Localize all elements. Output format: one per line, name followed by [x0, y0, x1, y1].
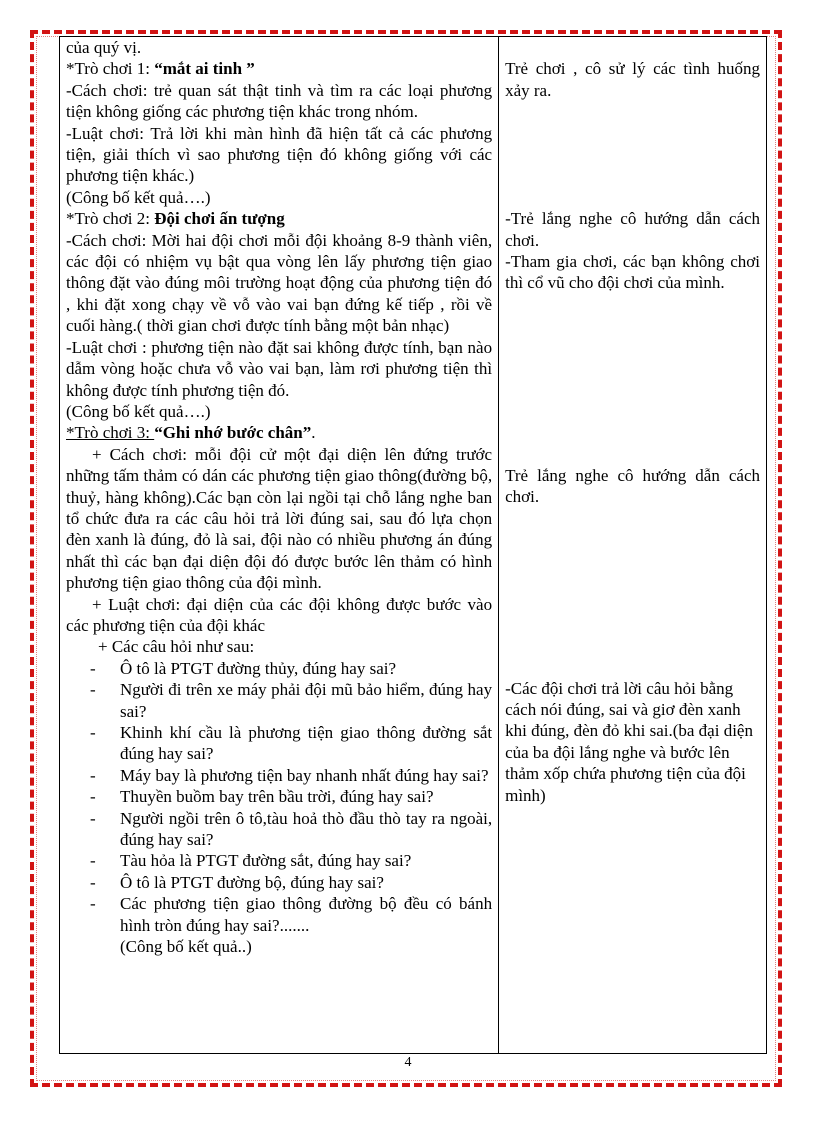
game2-rules: -Luật chơi : phương tiện nào đặt sai không được tính, bạn nào dẫm vòng hoặc chưa vỗ vào vai bạn, làm rơi phương tiện thì không được tính phương tiện đó. — [66, 337, 493, 400]
game1-how-to-play: -Cách chơi: trẻ quan sát thật tinh và tìm ra các loại phương tiện không giống các phương tiện khác trong nhóm. — [66, 80, 493, 122]
response-questions: -Các đội chơi trả lời câu hỏi bằng cách nói đúng, sai và giơ đèn xanh khi đúng, đèn đỏ khi sai.(ba đại diện của ba đội lắng nghe và bước lên thảm xốp chứa phương tiện của đội mình) — [505, 678, 753, 805]
list-item — [66, 722, 492, 765]
bullet-dash: - — [90, 894, 96, 914]
question-text: Các phương tiện giao thông đường bộ đều có bánh hình tròn đúng hay sai?....... — [120, 894, 493, 935]
game1-title: “mắt ai tinh ” — [154, 59, 255, 79]
question-text: Thuyền buồm bay trên bầu trời, đúng hay sai? — [120, 787, 434, 807]
game1-result: (Công bố kết quả….) — [66, 187, 211, 207]
game1-heading — [66, 58, 492, 79]
list-item — [66, 786, 492, 807]
list-item — [66, 765, 492, 786]
question-text: Người đi trên xe máy phải đội mũ bảo hiểm, đúng hay sai? — [120, 680, 493, 721]
list-item — [66, 850, 492, 871]
response-game3-listen: Trẻ lắng nghe cô hướng dẫn cách chơi. — [505, 465, 760, 507]
game1-rules: -Luật chơi: Trả lời khi màn hình đã hiện tất cả các phương tiện, giải thích vì sao phương tiện đó không giống với các phương tiện khác.) — [66, 123, 493, 186]
bullet-dash: - — [90, 658, 96, 678]
list-item — [66, 679, 492, 722]
page-number: 4 — [404, 1055, 412, 1070]
list-item — [66, 872, 492, 893]
game2-how-to-play: -Cách chơi: Mời hai đội chơi mỗi đội khoảng 8-9 thành viên, các đội có nhiệm vụ bật qua vòng lên lấy phương tiện giao thông đặt vào đúng môi trường hoạt động của phương tiện đó , khi đặt xong chạy về vỗ vào vai bạn đứng kế tiếp , rồi về cuối hàng.( thời gian chơi được tính bằng một bản nhạc) — [66, 230, 493, 336]
list-item — [66, 893, 492, 936]
child-activities-cell — [499, 37, 767, 1054]
game2-title: Đội chơi ấn tượng — [154, 209, 285, 229]
questions-intro: + Các câu hỏi như sau: — [98, 637, 255, 657]
game3-rules: + Luật chơi: đại diện của các đội không được bước vào các phương tiện của đội khác — [66, 594, 493, 635]
list-item — [66, 658, 492, 679]
question-text: Tàu hỏa là PTGT đường sắt, đúng hay sai? — [120, 851, 412, 871]
final-result: (Công bố kết quả..) — [120, 937, 252, 957]
bullet-dash: - — [90, 787, 96, 807]
bullet-dash: - — [90, 851, 96, 871]
game2-label: *Trò chơi 2: — [66, 209, 155, 229]
game1-label: *Trò chơi 1: — [66, 59, 155, 79]
bullet-dash: - — [90, 808, 96, 828]
bullet-dash: - — [90, 765, 96, 785]
bullet-dash: - — [90, 723, 96, 742]
question-text: Khinh khí cầu là phương tiện giao thông đường sắt đúng hay sai? — [120, 723, 493, 764]
bullet-dash: - — [90, 872, 96, 892]
list-item — [66, 808, 492, 851]
question-text: Ô tô là PTGT đường thủy, đúng hay sai? — [120, 658, 397, 678]
game2-heading — [66, 208, 492, 229]
question-text: Ô tô là PTGT đường bộ, đúng hay sai? — [120, 872, 384, 892]
game3-title: “Ghi nhớ bước chân” — [154, 423, 312, 443]
game3-suffix: . — [311, 423, 316, 443]
response-game1: Trẻ chơi , cô sử lý các tình huống xảy ra. — [505, 59, 760, 100]
game3-heading — [66, 422, 492, 443]
response-game2-play: -Tham gia chơi, các bạn không chơi thì cổ vũ cho đội chơi của mình. — [505, 252, 760, 293]
teacher-activities-cell — [60, 37, 499, 1054]
question-text: Máy bay là phương tiện bay nhanh nhất đúng hay sai? — [120, 765, 489, 785]
game2-result: (Công bố kết quả….) — [66, 401, 211, 421]
game3-how-to-play: + Cách chơi: mỗi đội cử một đại diện lên đứng trước những tấm thảm có dán các phương tiện giao thông(đường bộ, thuỷ, hàng không).Các bạn còn lại ngồi tại chỗ lắng nghe ban tổ chức đưa ra các câu hỏi trả lời đúng sai, sau đó lựa chọn đèn xanh là đúng, đỏ là sai, đội nào có nhiều phương án đúng nhất thì các bạn đại diện đội đó được bước lên thảm có hình phương tiện giao thông của đội mình. — [66, 444, 493, 593]
bullet-dash: - — [90, 680, 96, 700]
activity-table — [59, 36, 767, 1054]
response-game2-listen: -Trẻ lắng nghe cô hướng dẫn cách chơi. — [505, 209, 760, 250]
game3-label: *Trò chơi 3: — [66, 423, 155, 443]
text-line: của quý vị. — [66, 38, 142, 57]
question-text: Người ngồi trên ô tô,tàu hoả thò đầu thò tay ra ngoài, đúng hay sai? — [120, 808, 493, 850]
table-row — [60, 37, 767, 1054]
